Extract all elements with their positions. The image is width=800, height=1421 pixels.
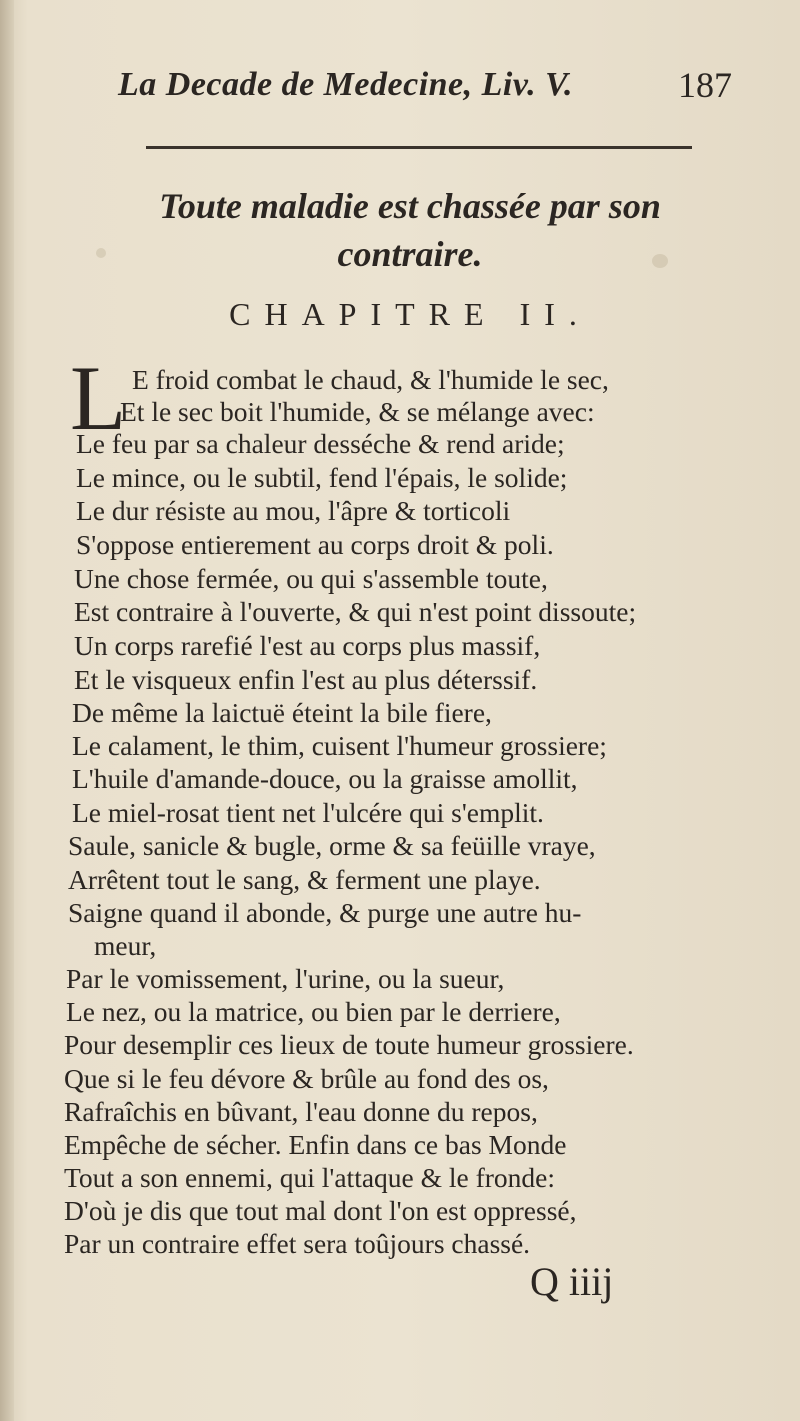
verse-line: Par un contraire effet sera toûjours chassé. xyxy=(64,1228,531,1259)
drop-capital: L xyxy=(70,347,127,449)
verse-line: Le calament, le thim, cuisent l'humeur grossiere; xyxy=(72,730,607,761)
verse-line: Un corps rarefié l'est au corps plus massif, xyxy=(74,630,541,661)
heading-line-1: Toute maladie est chassée par son xyxy=(159,186,661,226)
verse-line: Empêche de sécher. Enfin dans ce bas Monde xyxy=(64,1129,567,1160)
verse-line: Le dur résiste au mou, l'âpre & torticoli xyxy=(76,495,511,526)
verse-line: Le feu par sa chaleur desséche & rend aride; xyxy=(76,428,565,459)
verse-line: Saigne quand il abonde, & purge une autre hu- xyxy=(68,897,582,928)
verse-line: D'où je dis que tout mal dont l'on est oppressé, xyxy=(64,1195,577,1226)
header-rule xyxy=(146,146,692,149)
verse-line: Pour desemplir ces lieux de toute humeur grossiere. xyxy=(64,1029,634,1060)
verse-line: Est contraire à l'ouverte, & qui n'est point dissoute; xyxy=(74,596,637,627)
verse-line: Et le visqueux enfin l'est au plus déterssif. xyxy=(74,664,538,695)
signature-mark: Q iiij xyxy=(530,1259,614,1304)
section-heading xyxy=(90,182,730,278)
running-head-title: La Decade de Medecine, Liv. V. xyxy=(118,66,573,103)
verse-line: meur, xyxy=(94,930,157,961)
heading-line-2: contraire. xyxy=(337,234,483,274)
verse-line: Le mince, ou le subtil, fend l'épais, le solide; xyxy=(76,462,568,493)
verse-line: Arrêtent tout le sang, & ferment une playe. xyxy=(68,864,541,895)
verse-line: Que si le feu dévore & brûle au fond des os, xyxy=(64,1063,549,1094)
verse-line: Une chose fermée, ou qui s'assemble toute, xyxy=(74,563,548,594)
page-number: 187 xyxy=(678,65,732,105)
chapter-title: CHAPITRE II. xyxy=(229,296,591,332)
verse-line: Le miel-rosat tient net l'ulcére qui s'emplit. xyxy=(72,797,544,828)
verse-line: De même la laictuë éteint la bile fiere, xyxy=(72,697,492,728)
verse-line: Et le sec boit l'humide, & se mélange avec: xyxy=(120,396,595,427)
verse-line: E froid combat le chaud, & l'humide le sec, xyxy=(132,364,609,395)
verse-line: Par le vomissement, l'urine, ou la sueur, xyxy=(66,963,505,994)
verse-line: Rafraîchis en bûvant, l'eau donne du repos, xyxy=(64,1096,538,1127)
verse-line: S'oppose entierement au corps droit & poli. xyxy=(76,529,554,560)
running-head xyxy=(118,62,748,112)
verse-line: L'huile d'amande-douce, ou la graisse amollit, xyxy=(72,763,578,794)
verse-line: Saule, sanicle & bugle, orme & sa feüille vraye, xyxy=(68,830,596,861)
verse-line: Tout a son ennemi, qui l'attaque & le fronde: xyxy=(64,1162,556,1193)
verse-line: Le nez, ou la matrice, ou bien par le derriere, xyxy=(66,996,561,1027)
